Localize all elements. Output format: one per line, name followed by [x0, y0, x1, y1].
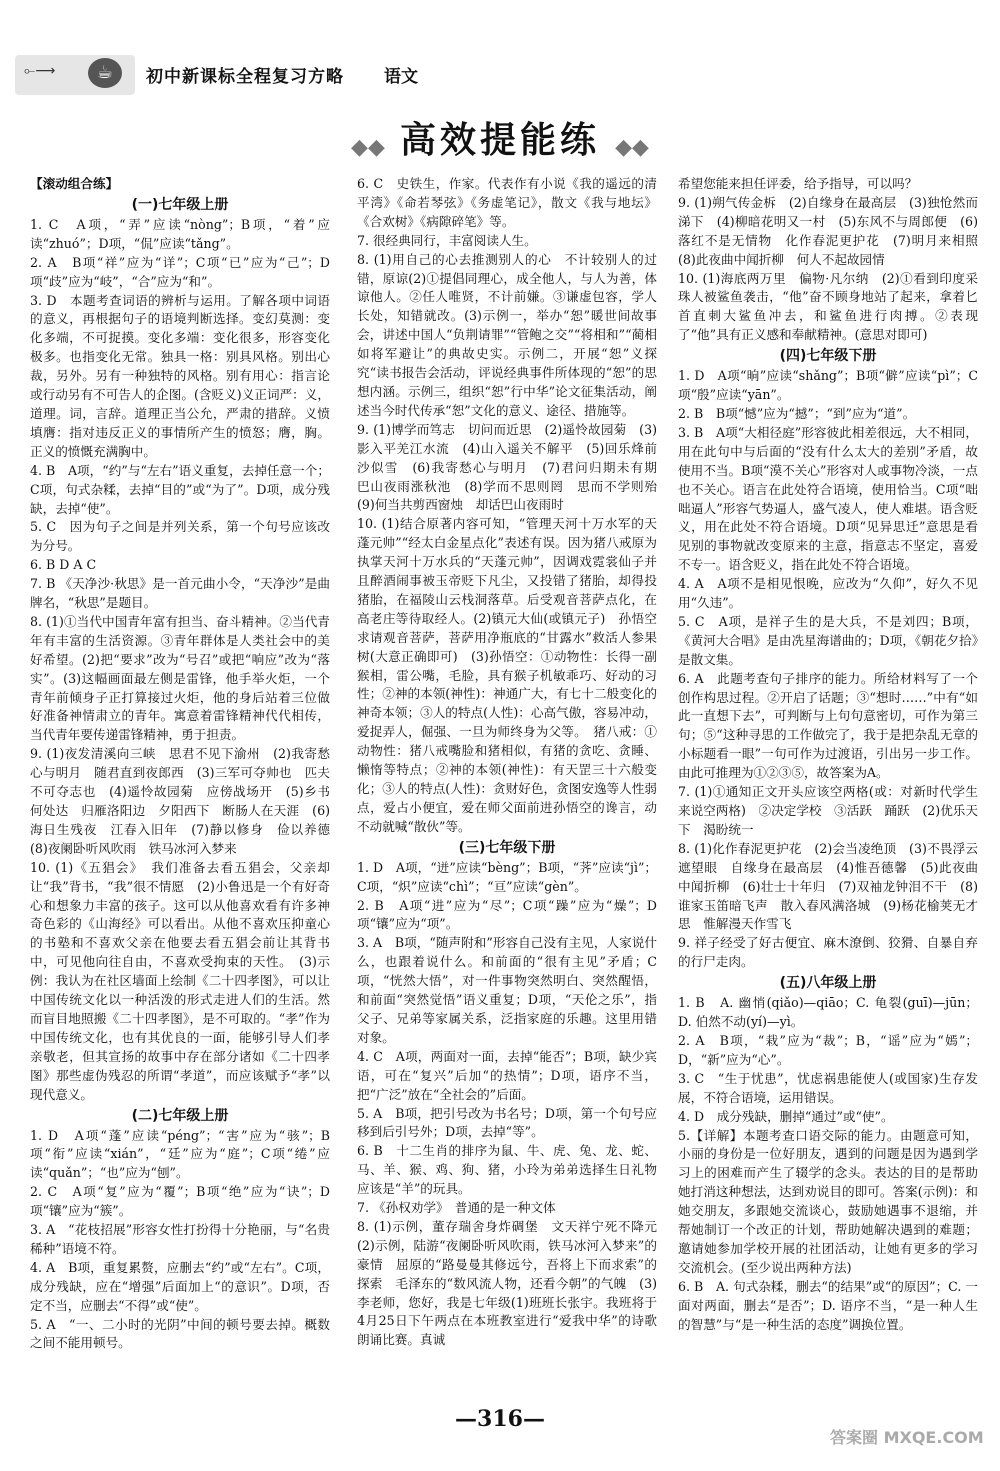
subject-label: 语文	[384, 67, 418, 87]
answer-item: 9. (1)博学而笃志 切问而近思 (2)遥怜故园菊 (3)影入平羌江水流 (4)山入遥关不解平 (5)回乐烽前沙似雪 (6)我寄愁心与明月 (7)君问归期未有期 巴山夜雨涨秋池 (8)学而不思则罔 思而不学则殆 (9)何当共剪西窗烛 却话巴山夜雨时	[357, 421, 670, 513]
answer-item: 9. (1)夜发清溪向三峡 思君不见下渝州 (2)我寄愁心与明月 随君直到夜郎西 (3)三军可夺帅也 匹夫不可夺志也 (4)遥怜故园菊 应傍战场开 (5)乡书何处达 归雁洛阳边 夕阳西下 断肠人在天涯 (6)海日生残夜 江春入旧年 (7)静以修身 俭以养德 (8)夜阑卧听风吹雨 铁马冰河入梦来	[30, 746, 343, 856]
answer-item: 1. D A项，“迸”应读“bèng”；B项，“荠”应读“jì”；C项，“炽”应读“chì”；“亘”应读“gèn”。	[357, 859, 657, 894]
answer-item: 5. C A项，是祥子生的是大兵，不是刘四；B项，《黄河大合唱》是由冼星海谱曲的；D项，《朝花夕拾》是散文集。	[678, 613, 978, 667]
answer-item: 3. A “花枝招展”形容女性打扮得十分艳丽，与“名贵稀种”语境不符。	[30, 1222, 330, 1256]
arrow-icon: ⟜⟶	[24, 63, 56, 79]
answer-item: 8. (1)①当代中国青年富有担当、奋斗精神。②当代青年有丰富的生活资源。③青年群体是人类社会中的美好希望。(2)把“要求”改为“号召”或把“响应”改为“落实”。(3)这幅画面最左侧是雷锋，他手举火炬，一个青年前倾身子正打算接过火炬，他的身后站着三位做好准备神情肃立的青年。寓意着雷锋精神代代相传，当代青年要传递雷锋精神，勇于担责。	[30, 613, 330, 743]
answer-column-1	[30, 175, 343, 1353]
answer-item: 3. B A项“大相径庭”形容彼此相差很远，大不相同，用在此句中与后面的“没有什么太大的差别”矛盾，故使用不当。B项“漠不关心”形容对人或事物冷淡，一点也不关心。语言在此处符合语境，使用恰当。C项“咄咄逼人”形容气势逼人，盛气凌人，使人难堪。语含贬义，用在此处不符合语境。D项“见异思迁”意思是看见别的事物就改变原来的主意，指意志不坚定，喜爱不专一。语含贬义，指在此处不符合语境。	[678, 424, 978, 573]
answer-item: 希望您能来担任评委，给予指导，可以吗？	[678, 176, 918, 191]
answer-item: 1. C A项，“弄”应读“nòng”；B项，“着”应读“zhuó”；D项，“侃”应读“tǎng”。	[30, 216, 330, 251]
answer-item: 2. B A项“进”应为“尽”；C项“躁”应为“燥”；D项“镶”应为“项”。	[357, 897, 657, 932]
answer-item: 10. (1)海底两万里 偏物·凡尔纳 (2)①看到印度采珠人被鲨鱼袭击，“他”奋不顾身地站了起来，拿着匕首直刺大鲨鱼冲去，和鲨鱼进行肉搏。②表现了“他”具有正义感和奉献精神。(意思对即可)	[678, 270, 978, 343]
answer-item: 9. 祥子经受了好古便宜、麻木潦倒、狡猾、自暴自弃的行尸走肉。	[678, 935, 978, 970]
diamond-right-icon: ◆◆	[615, 135, 649, 160]
answer-item: 2. B B项“憾”应为“撼”；“到”应为“道”。	[678, 405, 916, 421]
answer-item: 5. C 因为句子之间是并列关系，第一个句号应该改为分号。	[30, 519, 330, 554]
answer-item: 3. D 本题考查词语的辨析与运用。了解各项中词语的意义，再根据句子的语境判断选择。变幻莫测：变化多端，不可捉摸。变化多端：变化很多，形容变化极多。也指变化无常。独具一格：别具风格。别出心裁，另外。另有一种独特的风格。别有用心：指言论或行动另有不可告人的企图。(含贬义)义正词严：义，道理。词，言辞。道理正当公允，严肃的措辞。义愤填膺：指对违反正义的事情所产生的愤怒；膺，胸。正义的愤慨充满胸中。	[30, 292, 330, 459]
answer-item: 1. B A. 幽悄(qiǎo)—qiāo；C. 龟裂(guī)—jūn；D. 伯然不动(yí)—yì。	[678, 995, 978, 1030]
answer-item: 5.【详解】本题考查口语交际的能力。由题意可知，小丽的身份是一位好朋友，遇到的问题是因为遇到学习上的困难而产生了辍学的念头。表达的目的是帮助她打消这种想法，达到劝说目的即可。答案(示例)：和她交朋友，多跟她交流谈心，鼓励她遇事不退缩，并帮她制订一个改正的计划，帮助她解决遇到的难题；邀请她参加学校开展的社团活动，让她有更多的学习交流机会。(至少说出两种方法)	[678, 1127, 978, 1275]
answer-item: 2. C A项“复”应为“覆”；B项“绝”应为“诀”；D项“镶”应为“簇”。	[30, 1184, 330, 1219]
answer-item: 4. B A项，“约”与“左右”语义重复，去掉任意一个；C项，句式杂糅，去掉“目的”或“为了”。D项，成分残缺，去掉“使”。	[30, 462, 330, 516]
answer-item: 10. (1)《五猖会》 我们准备去看五猖会，父亲却让“我”背书，“我”很不情愿 (2)小鲁迅是一个有好奇心和想象力丰富的孩子。这可以从他喜欢看有许多神奇色彩的《山海经》可以看出。从他不喜欢压抑童心的书塾和不喜欢父亲在他要去看五猖会前让其背书中，可见他向往自由，不喜欢受拘束的天性。 (3)示例：我认为在社区墙面上绘制《二十四孝图》，可以让中国传统文化以一种活泼的形式走进人们的生活。然而盲目地照搬《二十四孝图》，是不可取的。“孝”作为中国传统文化，也有其优良的一面，能够引导人们孝亲敬老，但其宣扬的故事中存在部分诸如《二十四孝图》那些虚伪残忍的所谓“孝道”，而应该赋予“孝”以现代意义。	[30, 859, 330, 1102]
section-heading: (二)七年级上册	[131, 1107, 229, 1124]
answer-item: 2. A B项，“栽”应为“裁”；B，“谣”应为“嫣”；D，“新”应为“心”。	[678, 1032, 978, 1067]
answer-item: 1. D A项“晌”应读“shǎng”；B项“僻”应读“pì”；C项“殷”应读“yān”。	[678, 368, 978, 403]
section-heading: (四)七年级下册	[779, 348, 877, 365]
book-title: 初中新课标全程复习方略	[146, 67, 344, 87]
answer-item: 4. C A项，两面对一面，去掉“能否”；B项，缺少宾语，可在“复兴”后加“的热情”；D项，语序不当，把“广泛”放在“全社会的”后面。	[357, 1048, 657, 1102]
section-heading: (三)七年级下册	[458, 839, 556, 856]
answer-item: 10. (1)结合原著内容可知，“管理天河十万水军的天蓬元帅”“经太白金星点化”表述有误。因为猪八戒原为执掌天河十万水兵的“天蓬元帅”，因调戏霓裳仙子并且醉酒闹事被玉帝贬下凡尘，又投错了猪胎，却得投猪胎，在福陵山云栈洞落草。后受观音菩萨点化，在高老庄等待取经人。(2)镇元大仙(或镇元子) 孙悟空求请观音菩萨，菩萨用净瓶底的“甘露水”救活人参果树(大意正确即可) (3)孙悟空：①动物性：长得一副猴相，雷公嘴，毛脸，具有猴子机敏乖巧、好动的习性；②神的本领(神性)：神通广大，有七十二般变化的神奇本领；③人的特点(人性)：心高气傲，容易冲动，爱捉弄人，倔强、一旦为师终身为父等。 猪八戒：①动物性：猪八戒嘴脸和猪相似，有猪的贪吃、贪睡、懒惰等特点；②神的本领(神性)：有天罡三十六般变化；③人的特点(人性)：贪财好色，贪图安逸等人性弱点，爱占小便宜，爱在师父面前进孙悟空的谗言，动不动就喊“散伙”等。	[357, 516, 657, 834]
answer-item: 2. A B项“祥”应为“详”；C项“已”应为“己”；D项“歧”应为“岐”，“合”应为“和”。	[30, 254, 330, 289]
section-label: 【滚动组合练】	[30, 176, 119, 191]
section-heading: (一)七年级上册	[131, 196, 229, 213]
answer-item: 8. (1)化作春泥更护花 (2)会当凌绝顶 (3)不畏浮云遮望眼 自缘身在最高层 (4)惟吾德馨 (5)此夜曲中闻折柳 (6)壮士十年归 (7)双袖龙钟泪不干 (8)谁家玉笛暗飞声 散入春风满洛城 (9)杨花榆荚无才思 惟解漫天作雪飞	[678, 840, 978, 932]
section-heading: (五)八年级上册	[779, 975, 877, 992]
answer-item: 3. C “生于忧患”，忧虑祸患能使人(或国家)生存发展，不符合语境，运用错误。	[678, 1070, 978, 1105]
answer-item: 3. A B项，“随声附和”形容自己没有主见，人家说什么，也跟着说什么。和前面的“很有主见”矛盾；C项，“恍然大悟”，对一件事物突然明白、突然醒悟，和前面“突然觉悟”语义重复；D项，“天伦之乐”，指父子、兄弟等家属关系，泛指家庭的乐趣。这里用错对象。	[357, 935, 657, 1045]
answer-item: 7. (1)①通知正文开头应该空两格(或：对新时代学生来说空两格) ②决定学校 ③活跃 踊跃 (2)优乐天下 渴盼统一	[678, 784, 978, 837]
answer-item: 8. (1)用自己的心去推测别人的心 不计较别人的过错，原谅(2)①提倡同理心，成全他人，与人为善，体谅他人。②任人唯贤，不计前嫌。③谦虚包容，学人长处，知错就改。(3)示例一，举办“恕”暖世间故事会，讲述中国人“负荆请罪”“管鲍之交”“将相和”“蔺相如将军避让”的典故史实。示例二，开展“恕”义探究“读书报告会活动，评说经典事件所体现的“恕”的思想内涵。示例三，组织“恕”行中华”论文征集活动，阐述当今时代传承“恕”文化的意义、途径、措施等。	[357, 251, 657, 418]
answer-item: 1. D A项“蓬”应读“péng”；“害”应为“骇”；B项“衔”应读“xián”，“廷”应为“庭”；C项“绻”应读“quǎn”；“也”应为“刨”。	[30, 1127, 330, 1181]
answer-item: 4. D 成分残缺，删掉“通过”或“使”。	[678, 1108, 894, 1124]
answer-item: 6. C 史铁生，作家。代表作有小说《我的遥远的清平湾》《命若琴弦》《务虚笔记》，散文《我与地坛》《合欢树》《病隙碎笔》等。	[357, 176, 657, 229]
diamond-left-icon: ◆◆	[351, 135, 385, 160]
watermark: 答案圈 MXQE.COM	[830, 1428, 984, 1447]
answer-item: 6. B D A C	[30, 557, 97, 573]
answer-item: 7. 很经典同行，丰富阅读人生。	[357, 232, 537, 248]
answer-item: 6. B A. 句式杂糅，删去“的结果”或“的原因”；C. 一面对两面，删去“是否”；D. 语序不当，“是一种人生的智慧”与“是一种生活的态度”调换位置。	[678, 1278, 978, 1332]
answer-item: 5. A B项，把引号改为书名号；D项，第一个句号应移到后引号外；D项，去掉“等”。	[357, 1105, 657, 1140]
answer-item: 6. A 此题考查句子排序的能力。所给材料写了一个创作构思过程。②开启了话题；③“想时……”中有“如此一直想下去”，可判断与上句句意密切，可作为第三句；⑤“这种寻思的工作做完了，我于是把杂乱无章的小标题看一眼”一句可作为过渡语，引出另一步工作。由此可推理为①②③⑤，故答案为A。	[678, 670, 978, 781]
page-header	[0, 0, 1000, 100]
banner-title: 高效提能练	[399, 119, 600, 161]
answer-item: 4. A B项，重复累赘，应删去“约”或“左右”。C项，成分残缺，应在“增强”后面加上“的意识”。D项，否定不当，应删去“不得”或“使”。	[30, 1259, 330, 1313]
answer-item: 6. B 十二生肖的排序为鼠、牛、虎、兔、龙、蛇、马、羊、猴、鸡、狗、猪，小玲为弟弟选择生日礼物应该是“羊”的玩具。	[357, 1143, 657, 1197]
section-banner	[0, 115, 1000, 165]
answer-item: 7. B 《天净沙·秋思》是一首元曲小令，“天净沙”是曲牌名，“秋思”是题目。	[30, 576, 330, 611]
answer-column-3	[678, 175, 991, 1334]
book-emblem-icon: ☕	[88, 58, 122, 88]
page-number: —316—	[455, 1406, 545, 1432]
answer-item: 4. A A项不是相见恨晚，应改为“久仰”，好久不见用“久违”。	[678, 576, 978, 611]
answer-item: 5. A “一、二小时的光阴”中间的顿号要去掉。概数之间不能用顿号。	[30, 1316, 330, 1351]
answer-column-2	[357, 175, 670, 1350]
answer-item: 7. 《孙权劝学》 普通的是一种文体	[357, 1200, 556, 1216]
answer-item: 9. (1)朔气传金柝 (2)自缘身在最高层 (3)独怆然而涕下 (4)柳暗花明又一村 (5)东风不与周郎便 (6)落红不是无情物 化作春泥更护花 (7)明月来相照 (8)此夜曲中闻折柳 何人不起故园情	[678, 194, 991, 267]
answer-item: 8. (1)示例，董存瑞舍身炸碉堡 文天祥宁死不降元 (2)示例，陆游“夜阑卧听风吹雨，铁马冰河入梦来”的豪情 屈原的“路曼曼其修远兮，吾将上下而求索”的探索 毛泽东的“数风流人物，还看今朝”的气魄 (3)李老师，您好，我是七年级(1)班班长张宇。我班将于4月25日下午两点在本班教室进行“爱我中华”的诗歌朗诵比赛。真诚	[357, 1218, 670, 1348]
